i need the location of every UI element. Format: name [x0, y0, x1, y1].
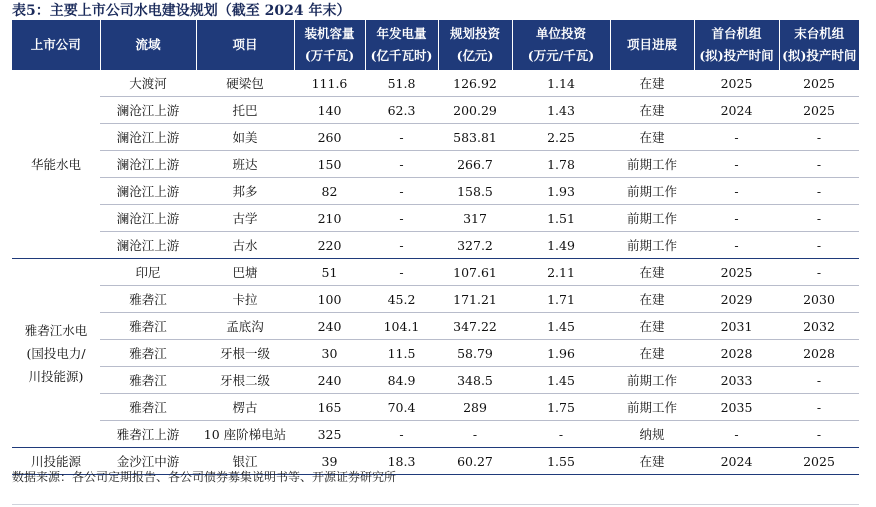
progress-cell: 前期工作: [610, 178, 694, 205]
unit-investment-cell: 1.43: [512, 97, 610, 124]
planned-investment-cell: 158.5: [438, 178, 512, 205]
annual-generation-cell: -: [365, 151, 438, 178]
basin-cell: 澜沧江上游: [100, 232, 196, 259]
table-row: [12, 151, 859, 178]
header-text: (万千瓦): [304, 48, 355, 63]
table-row: [12, 313, 859, 340]
table-row: [12, 259, 859, 286]
progress-cell: 在建: [610, 70, 694, 97]
table-row: [12, 340, 859, 367]
capacity-cell: 260: [294, 124, 365, 151]
header-text: (拟)投产时间: [699, 48, 774, 63]
unit-investment-cell: 1.55: [512, 448, 610, 475]
progress-cell: 前期工作: [610, 394, 694, 421]
progress-cell: 纳规: [610, 421, 694, 448]
project-cell: 托巴: [196, 97, 294, 124]
progress-cell: 在建: [610, 340, 694, 367]
first-unit-date-cell: 2029: [694, 286, 779, 313]
table-title: 表5：主要上市公司水电建设规划（截至 2024 年末）: [12, 3, 351, 19]
basin-cell: 澜沧江上游: [100, 178, 196, 205]
project-cell: 古水: [196, 232, 294, 259]
capacity-cell: 240: [294, 313, 365, 340]
table-row: [12, 178, 859, 205]
basin-cell: 印尼: [100, 259, 196, 286]
capacity-cell: 39: [294, 448, 365, 475]
first-unit-date-cell: -: [694, 151, 779, 178]
planned-investment-cell: 200.29: [438, 97, 512, 124]
basin-cell: 澜沧江上游: [100, 97, 196, 124]
last-unit-date-cell: 2030: [779, 286, 859, 313]
header-text: (亿元): [456, 48, 494, 63]
project-cell: 如美: [196, 124, 294, 151]
project-cell: 牙根一级: [196, 340, 294, 367]
planned-investment-cell: 60.27: [438, 448, 512, 475]
progress-cell: 前期工作: [610, 205, 694, 232]
basin-cell: 雅砻江: [100, 340, 196, 367]
planned-investment-cell: 583.81: [438, 124, 512, 151]
col-header-unit-investment: [512, 20, 610, 70]
annual-generation-cell: 45.2: [365, 286, 438, 313]
last-unit-date-cell: 2025: [779, 448, 859, 475]
basin-cell: 大渡河: [100, 70, 196, 97]
col-header-basin: [100, 20, 196, 70]
capacity-cell: 220: [294, 232, 365, 259]
col-header-annual-generation: [365, 20, 438, 70]
col-header-project: [196, 20, 294, 70]
progress-cell: 在建: [610, 313, 694, 340]
capacity-cell: 325: [294, 421, 365, 448]
header-text: (万元/千瓦): [527, 48, 595, 63]
col-header-progress: [610, 20, 694, 70]
company-name: (国投电力/: [26, 345, 86, 361]
unit-investment-cell: 2.11: [512, 259, 610, 286]
last-unit-date-cell: -: [779, 421, 859, 448]
unit-investment-cell: 1.71: [512, 286, 610, 313]
last-unit-date-cell: -: [779, 394, 859, 421]
last-unit-date-cell: -: [779, 205, 859, 232]
capacity-cell: 100: [294, 286, 365, 313]
unit-investment-cell: 1.49: [512, 232, 610, 259]
progress-cell: 在建: [610, 124, 694, 151]
annual-generation-cell: -: [365, 421, 438, 448]
first-unit-date-cell: 2024: [694, 97, 779, 124]
header-text: 规划投资: [449, 26, 500, 41]
capacity-cell: 240: [294, 367, 365, 394]
last-unit-date-cell: 2032: [779, 313, 859, 340]
annual-generation-cell: -: [365, 259, 438, 286]
basin-cell: 雅砻江上游: [100, 421, 196, 448]
header-text: 年发电量: [376, 26, 427, 41]
last-unit-date-cell: 2028: [779, 340, 859, 367]
header-text: 单位投资: [535, 26, 586, 41]
capacity-cell: 165: [294, 394, 365, 421]
company-name: 川投能源): [28, 368, 84, 384]
annual-generation-cell: 18.3: [365, 448, 438, 475]
last-unit-date-cell: -: [779, 259, 859, 286]
annual-generation-cell: 51.8: [365, 70, 438, 97]
basin-cell: 澜沧江上游: [100, 151, 196, 178]
progress-cell: 在建: [610, 97, 694, 124]
header-text: 项目进展: [626, 37, 677, 52]
hydropower-projects-table: [12, 20, 859, 475]
col-header-last-unit-date: [779, 20, 859, 70]
col-header-planned-investment: [438, 20, 512, 70]
progress-cell: 前期工作: [610, 367, 694, 394]
project-cell: 硬梁包: [196, 70, 294, 97]
company-name: 雅砻江水电: [24, 322, 88, 338]
planned-investment-cell: 289: [438, 394, 512, 421]
capacity-cell: 150: [294, 151, 365, 178]
first-unit-date-cell: -: [694, 178, 779, 205]
unit-investment-cell: -: [512, 421, 610, 448]
first-unit-date-cell: 2031: [694, 313, 779, 340]
capacity-cell: 82: [294, 178, 365, 205]
last-unit-date-cell: -: [779, 232, 859, 259]
basin-cell: 雅砻江: [100, 394, 196, 421]
basin-cell: 澜沧江上游: [100, 205, 196, 232]
header-text: 上市公司: [30, 37, 81, 52]
annual-generation-cell: -: [365, 232, 438, 259]
progress-cell: 在建: [610, 259, 694, 286]
company-cell: [12, 259, 100, 448]
annual-generation-cell: -: [365, 178, 438, 205]
header-text: 首台机组: [711, 26, 762, 41]
unit-investment-cell: 1.75: [512, 394, 610, 421]
annual-generation-cell: 11.5: [365, 340, 438, 367]
last-unit-date-cell: -: [779, 151, 859, 178]
annual-generation-cell: 104.1: [365, 313, 438, 340]
table-row: [12, 124, 859, 151]
project-cell: 巴塘: [196, 259, 294, 286]
unit-investment-cell: 1.51: [512, 205, 610, 232]
table-row: [12, 394, 859, 421]
planned-investment-cell: 126.92: [438, 70, 512, 97]
unit-investment-cell: 1.14: [512, 70, 610, 97]
project-cell: 孟底沟: [196, 313, 294, 340]
header-text: 末台机组: [794, 26, 845, 41]
table-row: [12, 97, 859, 124]
company-cell: [12, 70, 100, 259]
company-name: 华能水电: [30, 156, 81, 172]
planned-investment-cell: 347.22: [438, 313, 512, 340]
first-unit-date-cell: 2035: [694, 394, 779, 421]
first-unit-date-cell: -: [694, 421, 779, 448]
project-cell: 古学: [196, 205, 294, 232]
planned-investment-cell: 107.61: [438, 259, 512, 286]
annual-generation-cell: 84.9: [365, 367, 438, 394]
planned-investment-cell: 58.79: [438, 340, 512, 367]
annual-generation-cell: -: [365, 205, 438, 232]
col-header-capacity: [294, 20, 365, 70]
unit-investment-cell: 1.78: [512, 151, 610, 178]
first-unit-date-cell: 2025: [694, 259, 779, 286]
capacity-cell: 140: [294, 97, 365, 124]
table-body: [12, 70, 859, 475]
unit-investment-cell: 1.96: [512, 340, 610, 367]
basin-cell: 雅砻江: [100, 313, 196, 340]
planned-investment-cell: 327.2: [438, 232, 512, 259]
progress-cell: 在建: [610, 286, 694, 313]
unit-investment-cell: 1.45: [512, 313, 610, 340]
planned-investment-cell: 171.21: [438, 286, 512, 313]
project-cell: 邦多: [196, 178, 294, 205]
table-row: [12, 205, 859, 232]
first-unit-date-cell: -: [694, 124, 779, 151]
project-cell: 10 座阶梯电站: [196, 421, 294, 448]
first-unit-date-cell: 2033: [694, 367, 779, 394]
col-header-first-unit-date: [694, 20, 779, 70]
table-row: [12, 421, 859, 448]
header-row: [12, 20, 859, 70]
basin-cell: 雅砻江: [100, 286, 196, 313]
unit-investment-cell: 2.25: [512, 124, 610, 151]
progress-cell: 在建: [610, 448, 694, 475]
first-unit-date-cell: 2028: [694, 340, 779, 367]
progress-cell: 前期工作: [610, 151, 694, 178]
bottom-divider: [12, 504, 859, 505]
annual-generation-cell: 70.4: [365, 394, 438, 421]
project-cell: 银江: [196, 448, 294, 475]
col-header-company: [12, 20, 100, 70]
table-row: [12, 70, 859, 97]
company-name: 川投能源: [30, 453, 81, 469]
table-row: [12, 367, 859, 394]
capacity-cell: 51: [294, 259, 365, 286]
unit-investment-cell: 1.45: [512, 367, 610, 394]
header-text: 项目: [232, 37, 258, 52]
last-unit-date-cell: 2025: [779, 70, 859, 97]
planned-investment-cell: -: [438, 421, 512, 448]
project-cell: 牙根二级: [196, 367, 294, 394]
progress-cell: 前期工作: [610, 232, 694, 259]
first-unit-date-cell: 2024: [694, 448, 779, 475]
last-unit-date-cell: -: [779, 178, 859, 205]
basin-cell: 雅砻江: [100, 367, 196, 394]
header-text: 流域: [135, 37, 161, 52]
source-note: 数据来源：各公司定期报告、各公司债券募集说明书等、开源证券研究所: [12, 470, 397, 484]
planned-investment-cell: 317: [438, 205, 512, 232]
last-unit-date-cell: -: [779, 124, 859, 151]
planned-investment-cell: 348.5: [438, 367, 512, 394]
capacity-cell: 210: [294, 205, 365, 232]
unit-investment-cell: 1.93: [512, 178, 610, 205]
project-cell: 卡拉: [196, 286, 294, 313]
capacity-cell: 30: [294, 340, 365, 367]
header-text: (亿千瓦时): [370, 48, 433, 63]
first-unit-date-cell: -: [694, 232, 779, 259]
table-row: [12, 232, 859, 259]
basin-cell: 澜沧江上游: [100, 124, 196, 151]
header-text: (拟)投产时间: [782, 48, 857, 63]
table-row: [12, 286, 859, 313]
annual-generation-cell: 62.3: [365, 97, 438, 124]
last-unit-date-cell: 2025: [779, 97, 859, 124]
capacity-cell: 111.6: [294, 70, 365, 97]
planned-investment-cell: 266.7: [438, 151, 512, 178]
project-cell: 班达: [196, 151, 294, 178]
last-unit-date-cell: -: [779, 367, 859, 394]
project-cell: 楞古: [196, 394, 294, 421]
first-unit-date-cell: -: [694, 205, 779, 232]
header-text: 装机容量: [304, 26, 355, 41]
first-unit-date-cell: 2025: [694, 70, 779, 97]
basin-cell: 金沙江中游: [100, 448, 196, 475]
annual-generation-cell: -: [365, 124, 438, 151]
